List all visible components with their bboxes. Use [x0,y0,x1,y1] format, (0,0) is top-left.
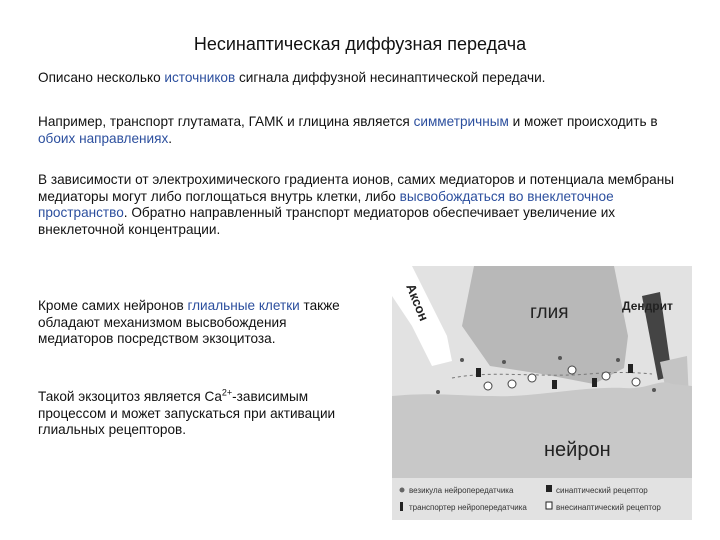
legend-extrasynaptic-receptor-label: внесинаптический рецептор [556,503,661,512]
p5-text-c: -зависимым процессом и может запускаться при активации глиальных рецепторов. [38,389,336,437]
transmitter-dot [436,390,440,394]
legend-transporter-icon [400,502,403,511]
p4-text-a: Кроме самих нейронов [38,298,188,313]
vesicle [568,366,576,374]
p1-text-a: Описано несколько [38,70,165,85]
p2-text-c: и может происходить в [508,114,658,129]
p3-text-c: . Обратно направленный транспорт медиаторов обеспечивает увеличение их внеклеточной концентрации. [38,205,616,237]
transmitter-dot [616,358,620,362]
p4-link-glial-cells[interactable]: глиальные клетки [187,298,300,313]
legend-extrasynaptic-receptor-icon [546,502,552,509]
paragraph-sources [38,70,688,87]
diffuse-transmission-figure [392,266,692,520]
paragraph-exocytosis [38,389,363,439]
receptor [476,368,481,377]
transmitter-dot [460,358,464,362]
legend-transporter-label: транспортер нейропередатчика [409,503,527,512]
vesicle [632,378,640,386]
vesicle [602,372,610,380]
receptor [628,364,633,373]
p3-link-release[interactable]: высвобождаться во внеклеточное пространство [38,188,614,220]
dendrite-label: Дендрит [622,299,673,313]
p1-link-sources[interactable]: источников [164,70,236,85]
p3-text-a: В зависимости от электрохимического градиента ионов, самих медиаторов и потенциала мембраны медиаторы могут либо поглощаться внутрь клетки, либо [38,172,674,204]
p5-text-a: Такой экзоцитоз является Ca [38,389,222,404]
legend-vesicle-icon [400,488,405,493]
paragraph-symmetric-transport [38,114,678,147]
p4-text-c: также обладают механизмом высвобождения медиаторов посредством экзоцитоза. [38,298,340,346]
legend-synaptic-receptor-label: синаптический рецептор [556,486,648,495]
transmitter-dot [558,356,562,360]
neuron-label: нейрон [544,439,611,461]
p2-text-e: . [168,130,173,146]
transmitter-dot [652,388,656,392]
p5-sup: 2+ [221,387,233,398]
transmitter-dot [502,360,506,364]
paragraph-gradient [38,172,678,238]
legend-synaptic-receptor-icon [546,485,552,492]
vesicle [508,380,516,388]
page-title: Несинаптическая диффузная передача [193,34,527,54]
receptor [552,380,557,389]
legend-vesicle-label: везикула нейропередатчика [409,486,514,495]
p2-link-symmetric[interactable]: симметричным [413,114,509,129]
axon-label: Аксон [403,281,432,324]
p2-link-both-directions[interactable]: обоих направлениях [38,130,169,146]
receptor [592,378,597,387]
paragraph-glial-cells [38,298,360,348]
vesicle [484,382,492,390]
p1-text-c: сигнала диффузной несинаптической передачи. [235,70,546,85]
glia-label: глия [530,302,569,323]
vesicle [528,374,536,382]
p2-text-a: Например, транспорт глутамата, ГАМК и глицина является [38,114,414,129]
neuron-body [392,382,692,478]
